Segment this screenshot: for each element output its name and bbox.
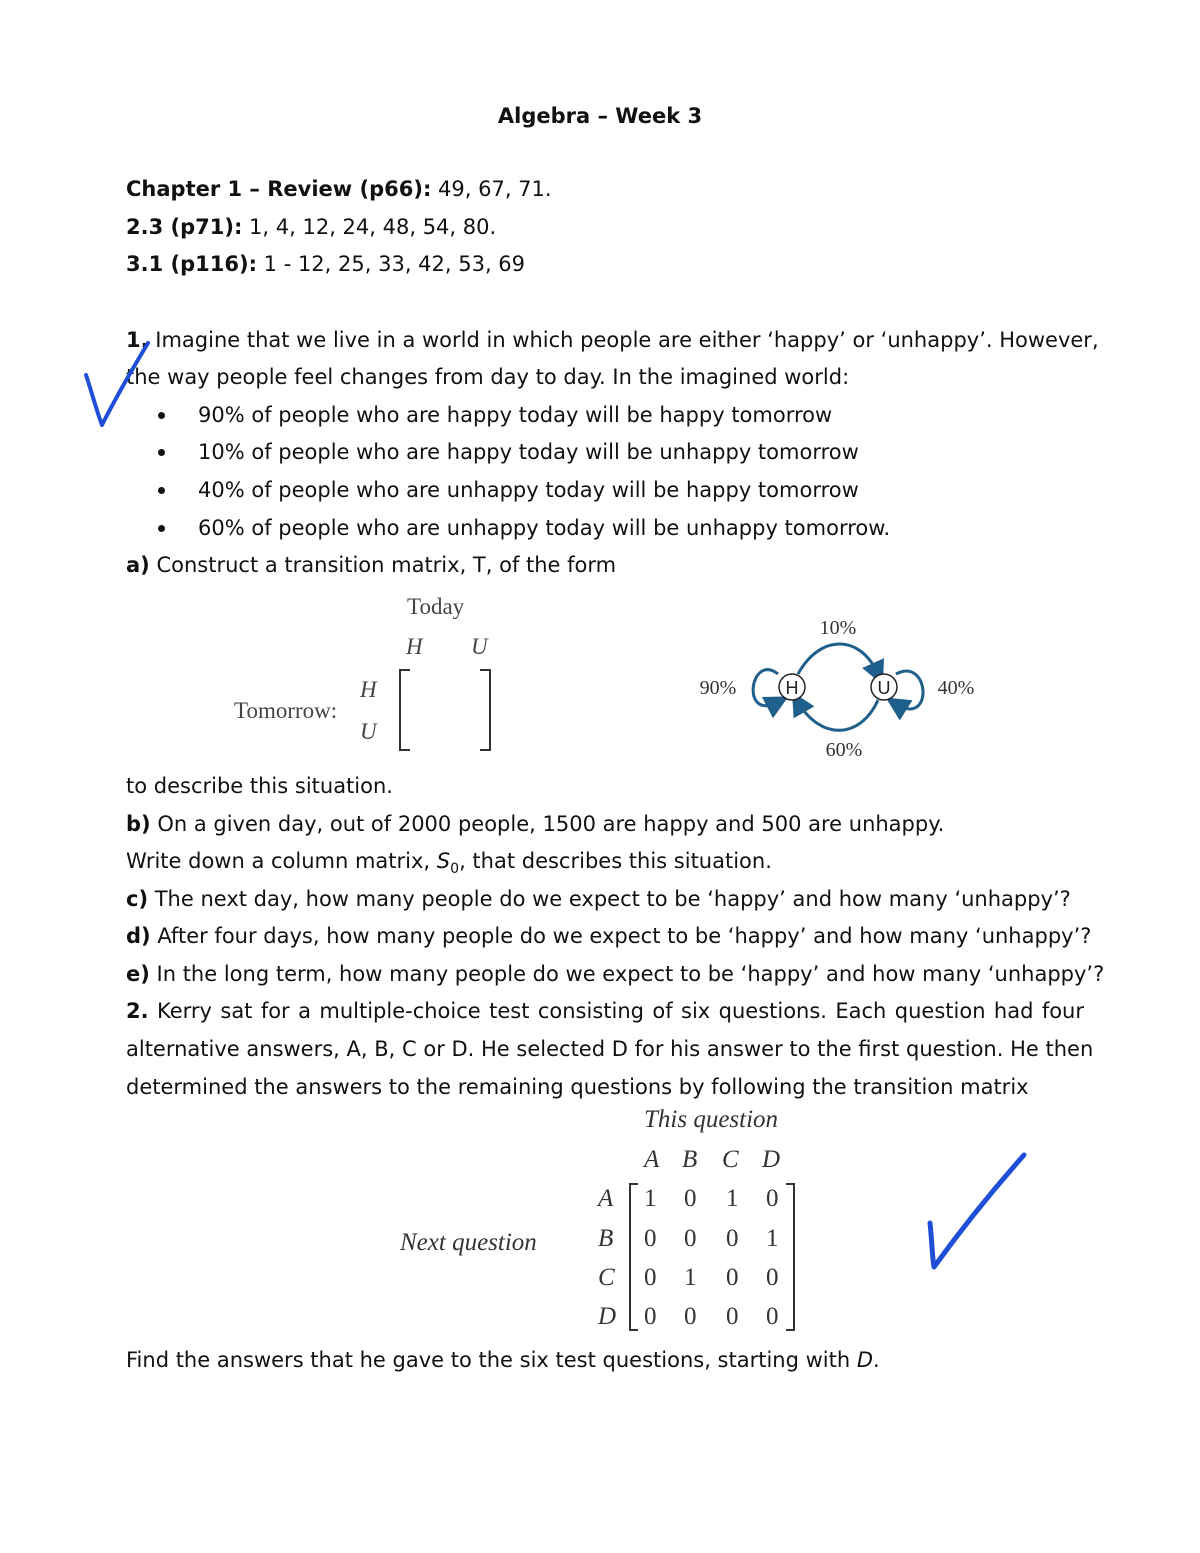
- q2-text: Kerry sat for a multiple-choice test consisting of six questions. Each question had four: [148, 999, 1084, 1023]
- label-left: 90%: [699, 677, 737, 699]
- label-top: 10%: [819, 617, 857, 639]
- page-title: Algebra – Week 3: [497, 104, 703, 128]
- assignment-label: 2.3 (p71):: [126, 215, 243, 239]
- matrix-cell: 0: [644, 1264, 657, 1291]
- q2-line2: alternative answers, A, B, C or D. He selected D for his answer to the first question. He then: [126, 1037, 1094, 1061]
- q2-line3: determined the answers to the remaining questions by following the transition matrix: [126, 1075, 1029, 1099]
- part-text: On a given day, out of 2000 people, 1500 are happy and 500 are unhappy.: [150, 812, 945, 836]
- label-bottom: 60%: [825, 739, 863, 761]
- row-header: D: [598, 1303, 617, 1330]
- list-item-text: 40% of people who are unhappy today will be happy tomorrow: [198, 478, 859, 502]
- state-diagram-svg: [690, 612, 990, 762]
- edge-h-to-u: [798, 644, 878, 674]
- matrix-header: This question: [644, 1106, 779, 1133]
- q1-intro-text: Imagine that we live in a world in which people are either ‘happy’ or ‘unhappy’. However,: [148, 328, 1099, 352]
- matrix-cell: 0: [726, 1225, 739, 1252]
- matrix-tomorrow-label: Tomorrow:: [234, 698, 338, 723]
- label-right: 40%: [937, 677, 975, 699]
- part-label: a): [126, 553, 150, 577]
- part-text: The next day, how many people do we expect to be ‘happy’ and how many ‘unhappy’?: [148, 887, 1071, 911]
- part-label: e): [126, 962, 150, 986]
- q1d-line: [126, 926, 1091, 947]
- part-text: After four days, how many people do we expect to be ‘happy’ and how many ‘unhappy’?: [150, 924, 1092, 948]
- assignment-items: 1 - 12, 25, 33, 42, 53, 69: [256, 252, 526, 276]
- part-text: Write down a column matrix,: [126, 849, 437, 873]
- part-label: b): [126, 812, 151, 836]
- node-h-label: H: [785, 678, 799, 698]
- q1b-line2: [126, 851, 772, 876]
- part-text: Construct a transition matrix, T, of the form: [149, 553, 617, 577]
- matrix-col-u: U: [471, 634, 488, 659]
- part-label: c): [126, 887, 149, 911]
- assignment-line: [126, 217, 496, 238]
- list-item-text: 90% of people who are happy today will be happy tomorrow: [198, 403, 833, 427]
- row-header: A: [598, 1185, 614, 1212]
- col-header: A: [644, 1146, 660, 1173]
- list-item-text: 10% of people who are happy today will be unhappy tomorrow: [198, 440, 859, 464]
- q1-number: 1.: [126, 328, 149, 352]
- matrix-cell: 0: [684, 1303, 697, 1330]
- part-text: , that describes this situation.: [459, 849, 772, 873]
- matrix-cell: 0: [644, 1225, 657, 1252]
- matrix-symbol: S: [436, 849, 451, 873]
- q1b-line: [126, 814, 944, 835]
- matrix-cell: 0: [644, 1303, 657, 1330]
- bullet-dot: [158, 525, 165, 532]
- q2-number: 2.: [126, 999, 149, 1023]
- matrix-row-u: U: [360, 719, 377, 744]
- assignment-label: Chapter 1 – Review (p66):: [126, 177, 432, 201]
- matrix-row-h: H: [360, 677, 377, 702]
- matrix-side-label: Next question: [400, 1229, 537, 1256]
- part-text: In the long term, how many people do we expect to be ‘happy’ and how many ‘unhappy’?: [149, 962, 1105, 986]
- matrix-cell: 0: [684, 1185, 697, 1212]
- matrix-cell: 0: [766, 1185, 779, 1212]
- assignment-items: 49, 67, 71.: [431, 177, 552, 201]
- edge-u-to-h: [798, 700, 878, 730]
- matrix-brackets: [396, 668, 496, 754]
- assignment-line: [126, 254, 525, 275]
- bullet-dot: [158, 487, 165, 494]
- q2-line1: [126, 1001, 1084, 1022]
- matrix-cell: 1: [766, 1225, 779, 1252]
- q1a-line: [126, 555, 616, 576]
- assignment-items: 1, 4, 12, 24, 48, 54, 80.: [242, 215, 497, 239]
- answer-matrix-figure: [390, 1104, 810, 1334]
- q2-final-letter: D: [856, 1348, 874, 1372]
- matrix-col-h: H: [406, 634, 423, 659]
- matrix-cell: 1: [644, 1185, 657, 1212]
- row-header: C: [598, 1264, 615, 1291]
- node-u-label: U: [877, 678, 891, 698]
- edge-h-self: [753, 670, 778, 706]
- part-label: d): [126, 924, 151, 948]
- check-mark-icon: [920, 1145, 1035, 1275]
- list-item-text: 60% of people who are unhappy today will be unhappy tomorrow.: [198, 516, 891, 540]
- col-header: B: [682, 1146, 698, 1173]
- matrix-cell: 0: [684, 1225, 697, 1252]
- matrix-subscript: 0: [450, 861, 460, 878]
- row-header: B: [598, 1225, 614, 1252]
- q1-intro-line1: [126, 330, 1099, 351]
- check-mark-icon: [80, 335, 160, 435]
- q1e-line: [126, 964, 1104, 985]
- state-diagram: [690, 612, 990, 762]
- q1c-line: [126, 889, 1071, 910]
- bullet-dot: [158, 449, 165, 456]
- matrix-cell: 1: [684, 1264, 697, 1291]
- q2-final-line: [126, 1350, 880, 1371]
- matrix-cell: 0: [766, 1303, 779, 1330]
- q1a-after: to describe this situation.: [126, 774, 393, 798]
- edge-u-self: [896, 671, 923, 709]
- assignment-label: 3.1 (p116):: [126, 252, 257, 276]
- q2-final-period: .: [873, 1348, 880, 1372]
- matrix-cell: 0: [726, 1264, 739, 1291]
- matrix-today-label: Today: [407, 594, 465, 619]
- assignment-line: [126, 179, 552, 200]
- matrix-cell: 1: [726, 1185, 739, 1212]
- col-header: C: [722, 1146, 739, 1173]
- q1-intro-line2: the way people feel changes from day to day. In the imagined world:: [126, 365, 850, 389]
- matrix-cell: 0: [726, 1303, 739, 1330]
- q2-final-text: Find the answers that he gave to the six test questions, starting with: [126, 1348, 857, 1372]
- col-header: D: [762, 1146, 781, 1173]
- blank-matrix-figure: [220, 590, 520, 760]
- matrix-cell: 0: [766, 1264, 779, 1291]
